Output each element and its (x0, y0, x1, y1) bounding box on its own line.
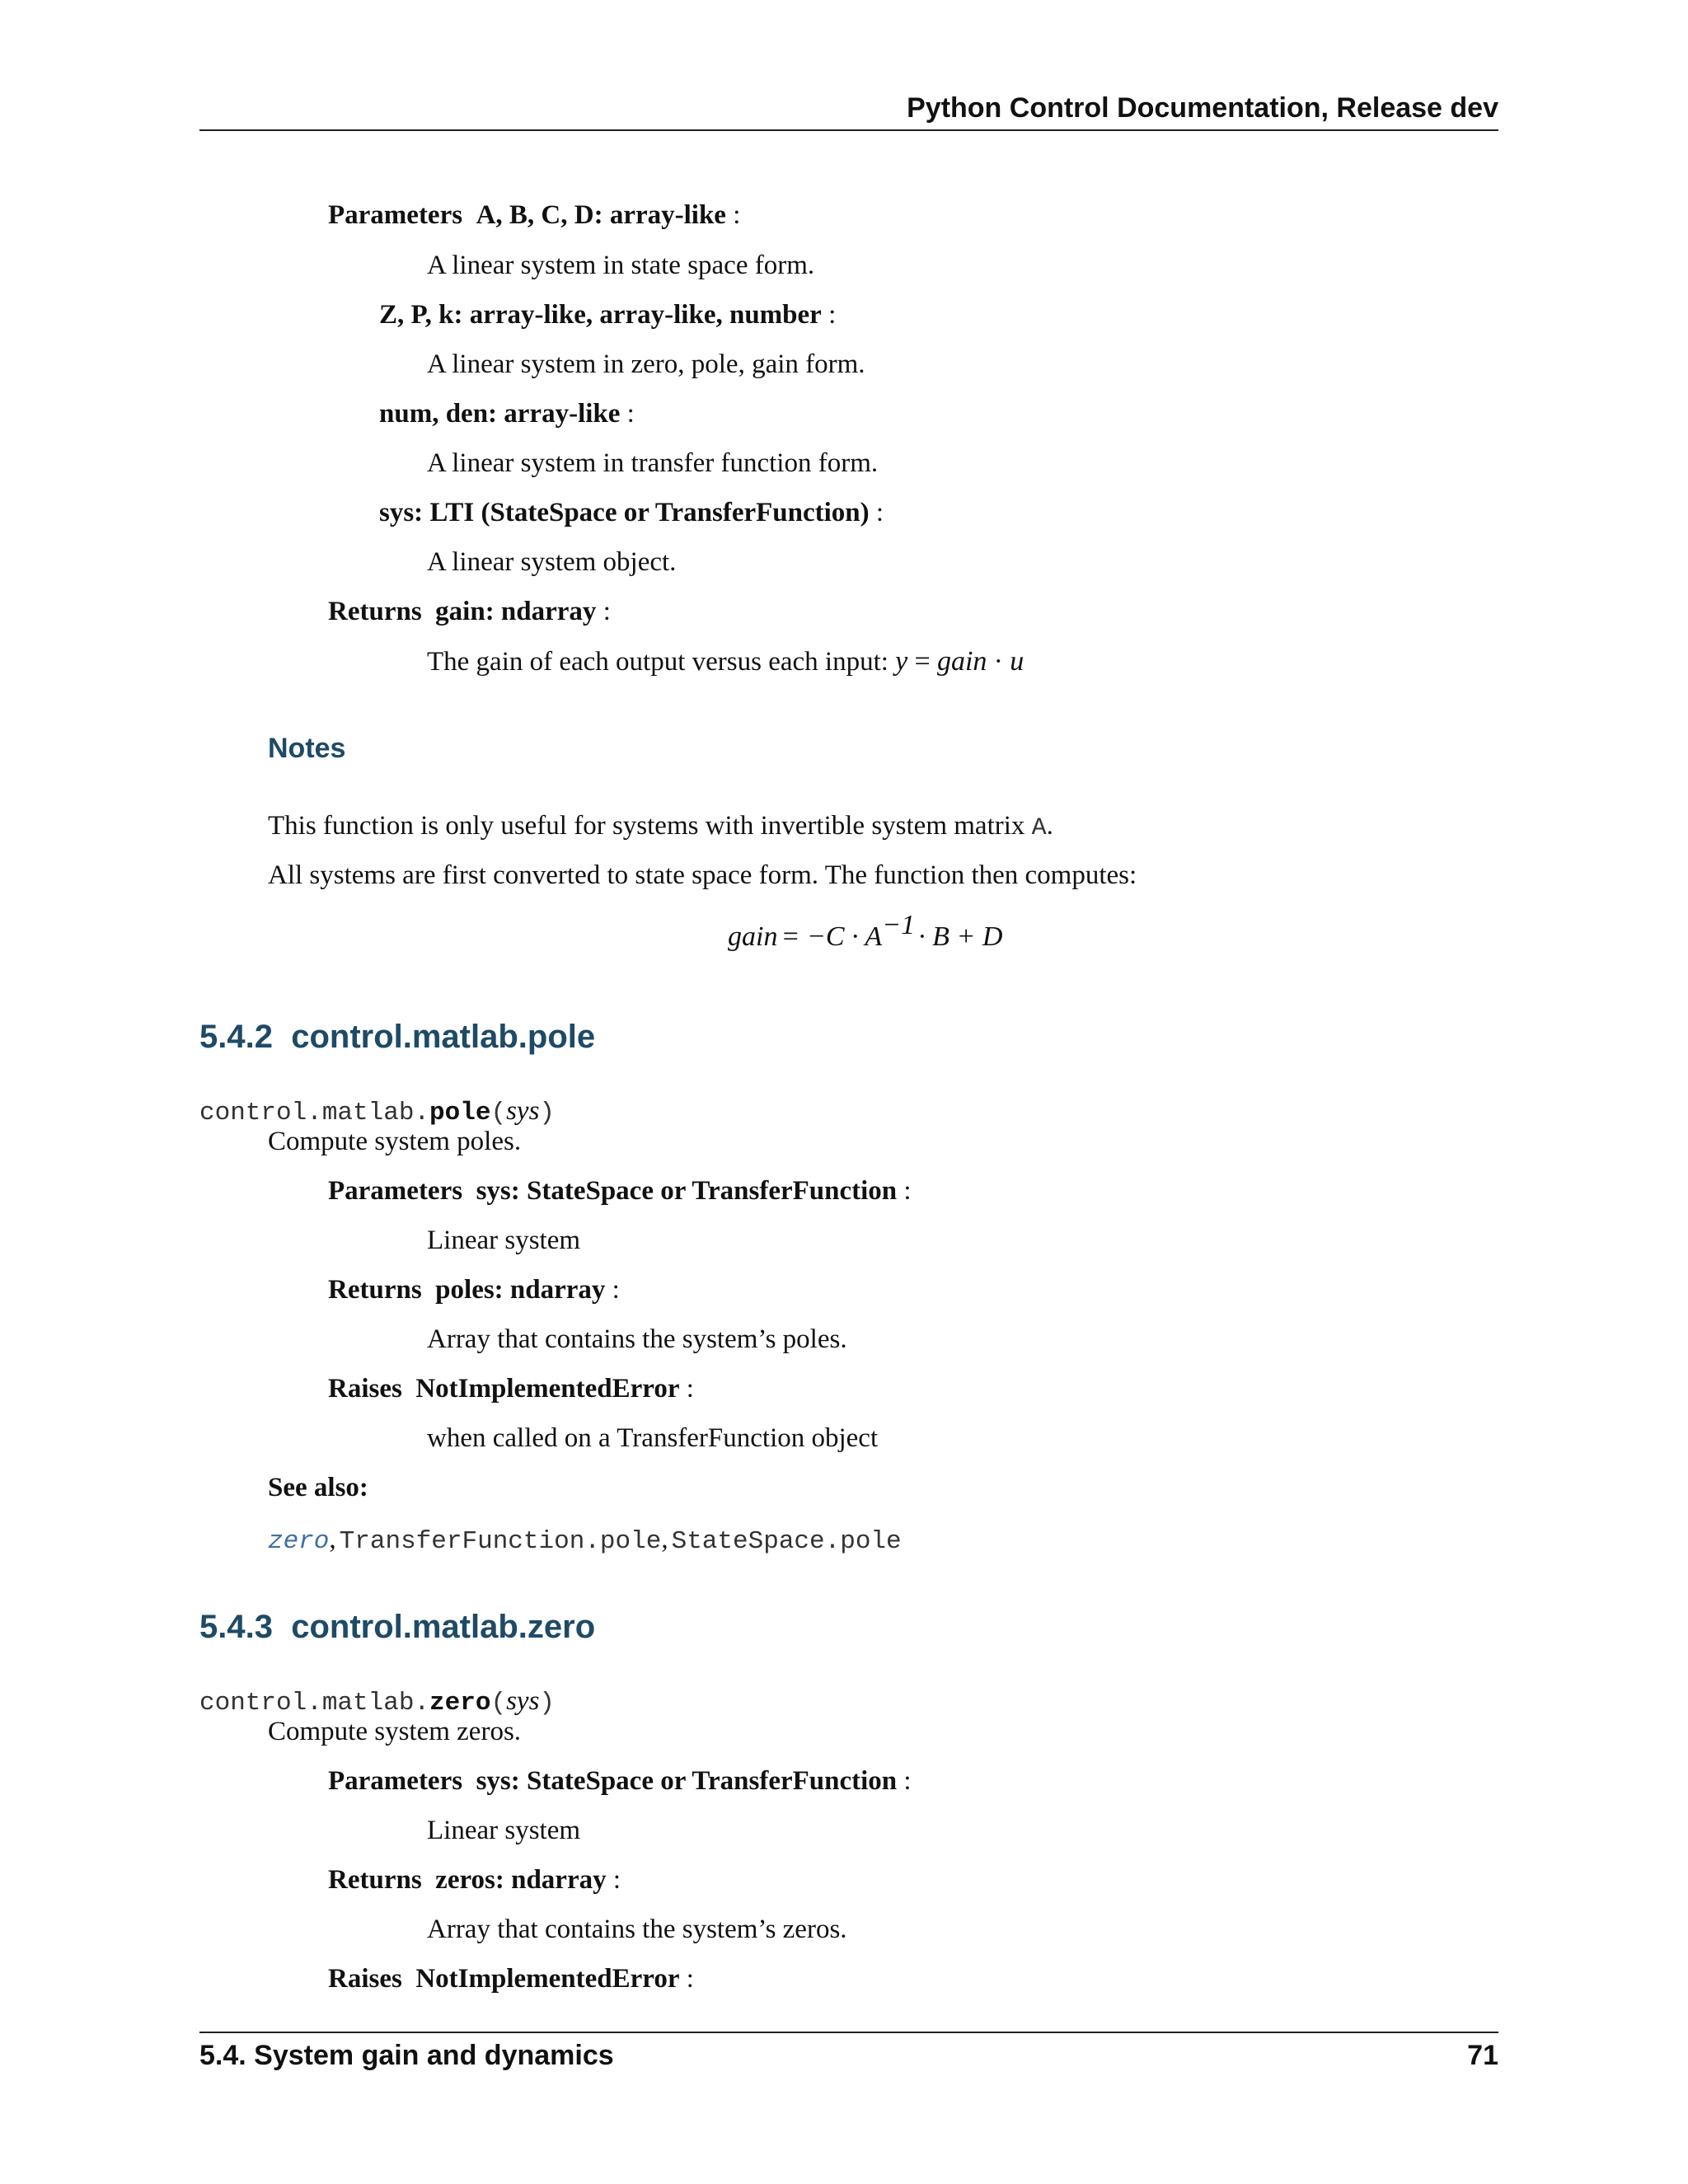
colon: : (612, 1275, 620, 1305)
see-also-link-zero[interactable]: zero (268, 1527, 330, 1556)
returns-name: poles: ndarray (435, 1275, 606, 1305)
notes-text: This function is only useful for systems with invertible system matrix (268, 811, 1025, 841)
sig-paren: ) (539, 1689, 556, 1718)
separator: , (329, 1525, 336, 1554)
returns-desc: Array that contains the system’s poles. (427, 1324, 847, 1354)
math-eq: = (914, 646, 931, 677)
pole-returns-field (328, 1275, 620, 1305)
section-title: control.matlab.pole (291, 1019, 596, 1055)
sig-name: pole (429, 1099, 491, 1127)
sig-paren: ) (539, 1099, 556, 1127)
pole-summary: Compute system poles. (268, 1127, 522, 1156)
notes-line-1 (268, 811, 1053, 842)
see-also-list (268, 1525, 902, 1556)
param-desc: A linear system object. (427, 547, 677, 577)
footer-rule (199, 2032, 1498, 2033)
notes-punct: . (1046, 811, 1053, 841)
sig-module: control.matlab. (199, 1689, 430, 1718)
pole-signature (199, 1096, 555, 1127)
gain-returns-field (328, 597, 611, 627)
section-number: 5.4.3 (199, 1609, 273, 1645)
gain-equation (728, 910, 1003, 953)
section-heading-pole (199, 1019, 595, 1056)
sig-module: control.matlab. (199, 1099, 430, 1127)
param-desc: Linear system (427, 1816, 581, 1845)
see-also-ref: StateSpace.pole (671, 1527, 902, 1556)
raises-name: NotImplementedError (415, 1374, 680, 1404)
param-item (379, 300, 836, 330)
zero-returns-field (328, 1865, 621, 1896)
sig-arg: sys (506, 1686, 540, 1716)
parameters-label: Parameters (328, 1176, 463, 1206)
raises-label: Raises (328, 1964, 402, 1994)
sig-name: zero (429, 1689, 491, 1718)
returns-desc: Array that contains the system’s zeros. (427, 1915, 847, 1944)
eq-rhs: = −C · A (781, 921, 883, 952)
colon: : (903, 1766, 912, 1796)
eq-rhs-tail: · B + D (918, 921, 1003, 952)
colon: : (603, 597, 611, 626)
see-also-label: See also: (268, 1473, 368, 1502)
colon: : (626, 399, 635, 429)
math-y: y (895, 646, 908, 677)
separator: , (661, 1525, 668, 1554)
math-u: u (1010, 646, 1025, 677)
math-dot: · (993, 646, 1003, 677)
colon: : (612, 1865, 621, 1895)
gain-parameters-field (328, 200, 740, 231)
returns-label: Returns (328, 1275, 422, 1305)
parameters-label: Parameters (328, 200, 463, 230)
section-title: control.matlab.zero (291, 1609, 596, 1645)
zero-summary: Compute system zeros. (268, 1717, 522, 1746)
sig-paren: ( (490, 1689, 507, 1718)
sig-paren: ( (490, 1099, 507, 1127)
pole-parameters-field (328, 1176, 912, 1207)
colon: : (686, 1374, 694, 1404)
colon: : (903, 1176, 912, 1206)
param-name: sys: LTI (StateSpace or TransferFunction) (379, 498, 870, 527)
notes-line-2: All systems are first converted to state space form. The function then computes: (268, 860, 1137, 890)
param-name: sys: StateSpace or TransferFunction (476, 1176, 898, 1206)
param-name: sys: StateSpace or TransferFunction (476, 1766, 898, 1796)
returns-label: Returns (328, 1865, 422, 1895)
param-name: Z, P, k: array-like, array-like, number (379, 300, 822, 330)
returns-name: gain: ndarray (435, 597, 597, 626)
colon: : (828, 300, 837, 330)
inline-code: A (1031, 814, 1047, 842)
section-number: 5.4.2 (199, 1019, 273, 1055)
header-rule (199, 129, 1498, 131)
zero-signature (199, 1686, 555, 1718)
returns-label: Returns (328, 597, 422, 626)
colon: : (733, 200, 741, 230)
returns-name: zeros: ndarray (435, 1865, 607, 1895)
colon: : (875, 498, 884, 527)
param-desc: A linear system in state space form. (427, 251, 815, 280)
raises-label: Raises (328, 1374, 402, 1404)
page-number: 71 (1467, 2040, 1498, 2071)
math-gain: gain (936, 646, 987, 677)
footer-section: 5.4. System gain and dynamics (199, 2040, 614, 2071)
returns-desc-text: The gain of each output versus each input: (427, 647, 889, 677)
running-header: Python Control Documentation, Release dev (907, 92, 1498, 124)
param-desc: A linear system in transfer function form. (427, 448, 879, 478)
eq-lhs: gain (728, 921, 778, 952)
zero-raises-field (328, 1964, 694, 1994)
raises-name: NotImplementedError (415, 1964, 680, 1994)
parameters-label: Parameters (328, 1766, 463, 1796)
param-desc: Linear system (427, 1226, 581, 1255)
zero-parameters-field (328, 1766, 912, 1797)
eq-superscript: −1 (882, 910, 916, 940)
pole-raises-field (328, 1374, 694, 1404)
notes-heading: Notes (268, 733, 346, 764)
colon: : (686, 1964, 694, 1994)
section-heading-zero (199, 1609, 595, 1646)
param-name: num, den: array-like (379, 399, 621, 429)
param-item (379, 498, 884, 528)
sig-arg: sys (506, 1096, 540, 1126)
returns-desc (427, 646, 1024, 677)
raises-desc: when called on a TransferFunction object (427, 1423, 879, 1453)
param-desc: A linear system in zero, pole, gain form. (427, 349, 865, 379)
param-name: A, B, C, D: array-like (476, 200, 726, 230)
param-item (379, 399, 635, 429)
see-also-ref: TransferFunction.pole (339, 1527, 662, 1556)
